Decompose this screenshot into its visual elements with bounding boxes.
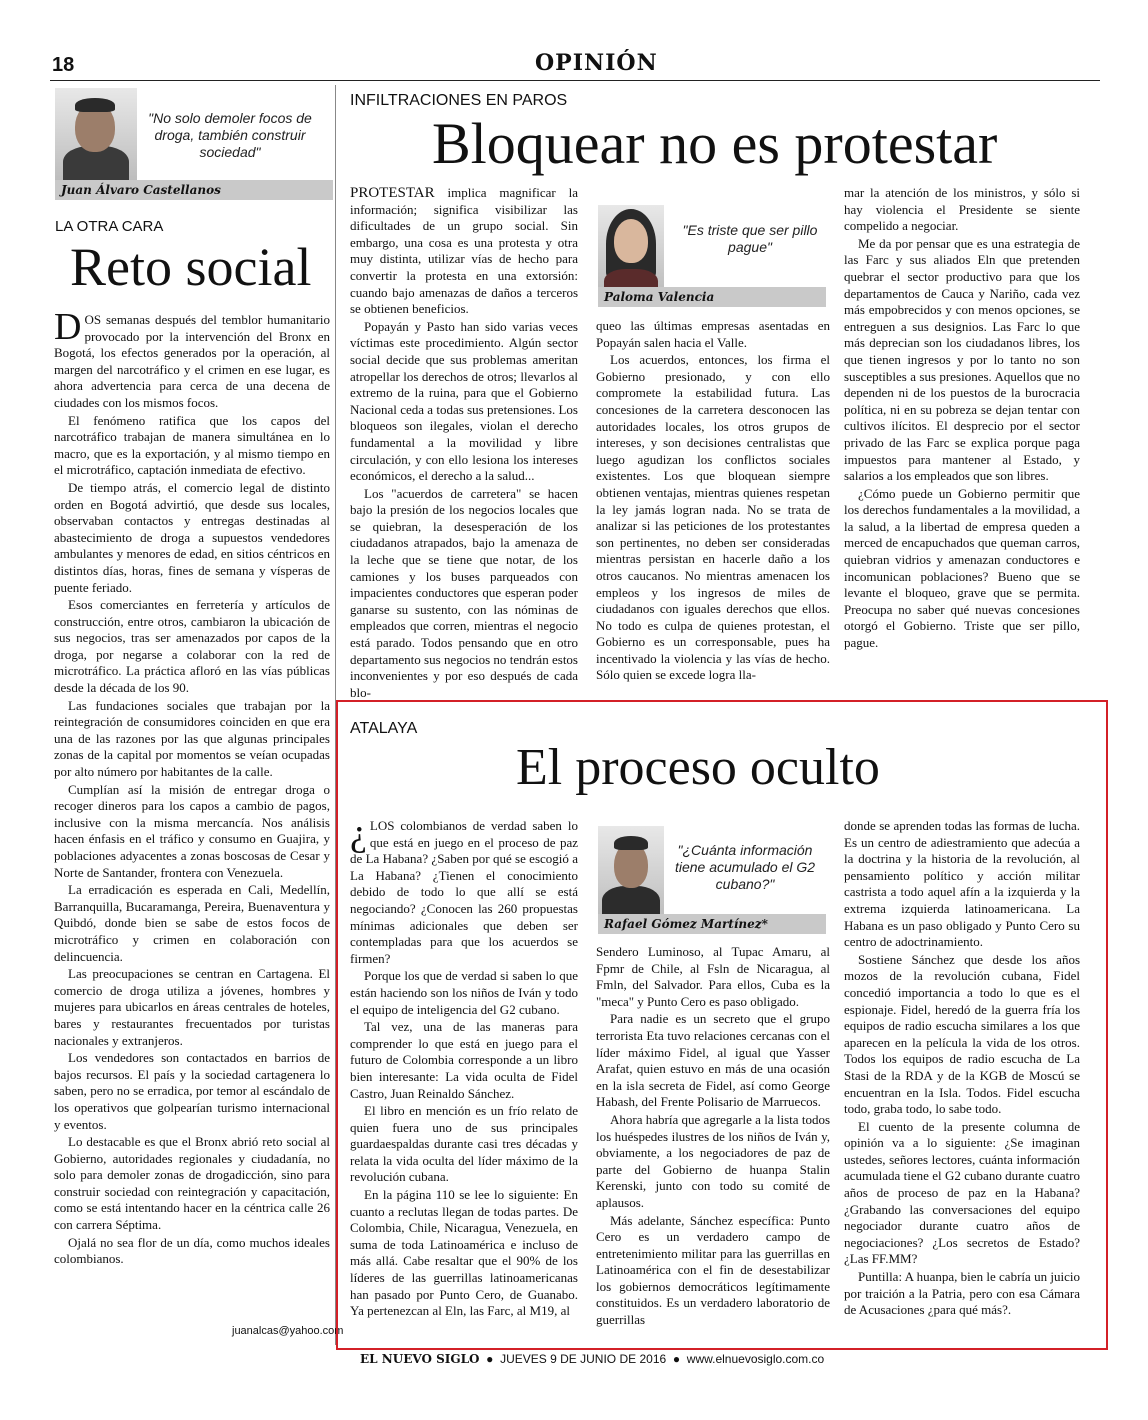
- paragraph: Popayán y Pasto han sido varias veces víctimas este procedimiento. Algún sector social decide que sus problemas ameritan atropellar los derechos de otros; llevarlos al extremo de la ruina, para que el Gobierno Nacional ceda a todas sus pretensiones. Los bloqueos son ilegales, violan el derecho fundamental a la movilidad y libre circulación, y con ello lesiona los intereses económicos, el derecho a la salud...: [350, 318, 578, 484]
- paragraph: Para nadie es un secreto que el grupo terrorista Eta tuvo relaciones cercanas con el líder máximo Fidel, al igual que Yasser Arafat, quien estuvo en más de una ocasión en la isla secreta de Fidel, así como George Habash, del Frente Polisario de Marruecos.: [596, 1011, 830, 1110]
- footer-url[interactable]: www.elnuevosiglo.com.co: [686, 1352, 825, 1366]
- paragraph: ¿Cómo puede un Gobierno permitir que los derechos fundamentales a la movilidad, a la salud, a la libertad de empresa queden a merced de encapuchados que queman carros, quiebran vidrios y amenazan conductores e incomunican poblaciones? Bueno que se levante el bloqueo, grave que se permita. Preocupa no saber qué nuevas concesiones otorgó el Gobierno. Triste que ser pillo, pague.: [844, 485, 1080, 651]
- paragraph: donde se aprenden todas las formas de lucha. Es un centro de adiestramiento que adecúa a la doctrina y la historia de la revolución, al pensamiento político y acción militar castrista a todo aquel afín a la izquierda y la extrema izquierda latinoamericana. La Habana es un paso obligado y Punto Cero su centro de adoctrinamiento.: [844, 818, 1080, 950]
- article-headline: Bloquear no es protestar: [432, 111, 998, 176]
- article-kicker: ATALAYA: [350, 720, 418, 737]
- article-body: DOS semanas después del temblor humanitario provocado por la intervención del Bronx en Bogotá, los efectos generados por la operación, al margen del narcotráfico y el crimen en ese lugar, es ahora advertencia para cerca de una decena de ciudades con los mismos focos. El fenómeno ratifica que los capos del narcotráfico trabajan de manera simultánea en lo macro, que es la exportación, y al mismo tiempo en el microtráfico, captación inmediata de efectivo. De tiempo atrás, el comercio legal de distinto orden en Bogotá advirtió, que desde sus locales, observaban contactos y entregas destinadas al abastecimiento de droga a supuestos vendedores ambulantes y menores de edad, en sitios céntricos en distintos días, horas, fines de semana y vísperas de puente feriado. Esos comerciantes en ferretería y artículos de construcción, entre otros, cambiaron la ubicación de sus negocios, tras ser amenazados por capos de la droga, por negarse a colaborar con la red de microtráfico. La práctica afloró en las vías públicas desde la década de los 90. Las fundaciones sociales que trabajan por la reintegración de consumidores coinciden en que era una de las razones por las que algunas principales zonas de la capital por momentos se veían ocupadas por alto número por habitantes de la calle. Cumplían así la misión de entregar droga o recoger dineros para los capos a cambio de pagos, inclusive con la misma mercancía. Nos análisis hacen énfasis en el tráfico y consumo en Guajira, y poblaciones adyacentes a zonas boscosas de Cesar y Norte de Santander, frontera con Venezuela. La erradicación es esperada en Cali, Medellín, Barranquilla, Bucaramanga, Pereira, Buenaventura y Quibdó, donde bien se sabe de estos focos de microtráfico y crimen en colaboración con delincuencia. Las preocupaciones se centran en Cartagena. El comercio de droga utiliza a jóvenes, hombres y mujeres para ubicarlos en áreas centrales de hoteles, bares y restaurantes frecuentados por turistas nacionales y extranjeros. Los vendedores son contactados en barrios de bajos recursos. El país y la sociedad cartagenera lo saben, pero no se erradica, por temor al escándalo de los operativos que golpearían turismo internacional y eventos. Lo destacable es que el Bronx abrió reto social al Gobierno, autoridades regionales y ciudadanía, no solo para demoler zonas de drogadicción, sino para construir sociedad con reintegración y capacitación, como se está intentando hacer en la céntrica calle 26 con carrera Séptima. Ojalá no sea flor de un día, como muchos ideales colombianos.: [54, 306, 330, 1267]
- article-column-3: [844, 185, 1080, 685]
- paragraph: Ojalá no sea flor de un día, como muchos ideales colombianos.: [54, 1234, 330, 1267]
- paragraph: Sendero Luminoso, al Tupac Amaru, al Fpmr de Chile, al Fsln de Nicaragua, al Fmln, del Salvador. Para ellos, Cuba es la "meca" y Punto Cero es paso obligado.: [596, 944, 830, 1009]
- article-column-1: PROTESTAR implica magnificar la información; significa visibilizar las dificultades de un grupo social. Sin embargo, una cosa es una protesta y otra muy distinta, utilizar vías de hecho para convertir la protesta en una extorsión: cuando bajo amenazas de daños a terceros se obtienen beneficios. Popayán y Pasto han sido varias veces víctimas este procedimiento. Algún sector social decide que sus problemas ameritan atropellar los derechos de otros; llevarlos al extremo de la ruina, para que el Gobierno Nacional ceda a todas sus pretensiones. Los bloqueos son ilegales, violan el derecho fundamental a la movilidad y libre circulación, y con ello lesiona los intereses económicos, el derecho a la salud... Los "acuerdos de carretera" se hacen bajo la presión de los negocios locales que se quiebran, la desesperación de los ciudadanos atrapados, bajo la amenaza de la leche que se tiene que notar, de los camiones y los buses parqueados con impacientes conductores que esperan poder ganarse su sustento, con las nóminas de empleados que corren, mientras el negocio está parado. Todos pensando que en otro departamento sus negocios no tendrán estos inconvenientes y por eso después de cada blo-: [350, 185, 578, 700]
- author-photo: [598, 826, 664, 918]
- paragraph: Puntilla: A huanpa, bien le cabría un juicio por traición a la Patria, pero con esa Cámara de Acusaciones ¿para qué más?.: [844, 1269, 1080, 1318]
- paragraph: Más adelante, Sánchez específica: Punto Cero es un verdadero campo de entretenimiento militar para las guerrillas en Latinoamérica con el fin de desestabilizar los gobiernos democráticos legítimamente constituidos. Es un verdadero laboratorio de guerrillas: [596, 1212, 830, 1328]
- paragraph: La erradicación es esperada en Cali, Medellín, Barranquilla, Bucaramanga, Pereira, Buenaventura y Quibdó, donde bien se sabe de estos focos de microtráfico y crimen en colaboración con delincuencia.: [54, 882, 330, 964]
- paragraph: Tal vez, una de las maneras para comprender lo que está en juego para el futuro de Colombia corresponde a un libro bien interesante: La vida oculta de Fidel Castro, Juan Reinaldo Sánchez.: [350, 1019, 578, 1101]
- dropcap: D: [54, 306, 82, 348]
- paragraph: Esos comerciantes en ferretería y artículos de construcción, entre otros, cambiaron la ubicación de sus negocios, tras ser amenazados por capos de la droga, por negarse a colaborar con la red de microtráfico. La práctica afloró en las vías públicas desde la década de los 90.: [54, 597, 330, 696]
- paragraph: Ahora habría que agregarle a la lista todos los huéspedes ilustres de los niños de Iván y, obviamente, a los negociadores de paz de parte del Gobierno de huanpa Stalin Kerenski, junto con todo su comité de aplausos.: [596, 1111, 830, 1210]
- paragraph: Los "acuerdos de carretera" se hacen bajo la presión de los negocios locales que se quiebran, la desesperación de los ciudadanos atrapados, bajo la amenaza de la leche que se tiene que notar, de los camiones y los buses parqueados con impacientes conductores que esperan poder ganarse su sustento, con las nóminas de empleados que corren, mientras el negocio está parado. Todos pensando que en otro departamento sus negocios no tendrán estos inconvenientes y por eso después de cada blo-: [350, 485, 578, 700]
- author-name: Paloma Valencia: [598, 287, 826, 307]
- author-photo: [55, 88, 137, 180]
- paragraph: Las preocupaciones se centran en Cartagena. El comercio de droga utiliza a jóvenes, hombres y mujeres para ubicarlos en áreas centrales de hoteles, bares y restaurantes frecuentados por turistas nacionales y extranjeros.: [54, 966, 330, 1048]
- author-photo: [598, 205, 664, 293]
- paragraph: Porque los que de verdad si saben lo que están haciendo son los niños de Iván y todo el equipo de inteligencia del G2 cubano.: [350, 968, 578, 1017]
- article-column-1: ¿ LOS colombianos de verdad saben lo que está en juego en el proceso de paz de La Habana? ¿Saben por qué se escogió a La Habana? ¿Tienen el conocimiento debido de todo lo que allí se está negociando? ¿Conocen las 260 propuestas mínimas adicionales que deben ser contempladas para que los acuerdos se firmen? Porque los que de verdad si saben lo que están haciendo son los niños de Iván y todo el equipo de inteligencia del G2 cubano. Tal vez, una de las maneras para comprender lo que está en juego para el futuro de Colombia corresponde a un libro bien interesante: La vida oculta de Fidel Castro, Juan Reinaldo Sánchez. El libro en mención es un frío relato de quien fuera uno de sus principales guardaespaldas durante casi tres décadas y relata la vida oculta del líder máximo de la revolución cubana. En la página 110 se lee lo siguiente: En cuanto a reclutas llegan de todas partes. De Colombia, Chile, Nicaragua, Venezuela, en suma de toda Latinoamérica e incluso de más allá. Cabe resaltar que el 90% de los líderes de las guerrillas latinoamericanas han pasado por Punto Cero, de Guanabo. Ya pertenezcan al Eln, las Farc, al M19, al: [350, 812, 578, 1319]
- lead-word: PROTESTAR: [350, 185, 435, 201]
- paragraph: Sostiene Sánchez que desde los años mozos de la revolución cubana, Fidel concedió importancia a todo lo que es el espionaje. Fidel, heredó de la guerra fría los equipos de radio escucha similares a los que aparecen en la película la vida de los otros. Todos los equipos de radio escucha de La Stasi de la RDA y de la KGB de Moscú se encuentran en la Isla. Todos. Fidel escucha todo, graba todo, lo sabe todo.: [844, 951, 1080, 1117]
- paragraph: En la página 110 se lee lo siguiente: En cuanto a reclutas llegan de todas partes. De Colombia, Chile, Nicaragua, Venezuela, en suma de toda Latinoamérica e incluso de más allá. Cabe resaltar que el 90% de los líderes de las guerrillas latinoamericanas han pasado por Punto Cero, de Guanabo. Ya pertenezcan al Eln, las Farc, al M19, al: [350, 1187, 578, 1319]
- pull-quote: "¿Cuánta información tiene acumulado el G2 cubano?": [674, 842, 816, 892]
- article-headline: Reto social: [70, 237, 312, 297]
- paragraph: El cuento de la presente columna de opinión va a lo siguiente: ¿Se imaginan ustedes, señores lectores, cuánta información acumulada tiene el G2 cubano durante cuatro años de proceso de paz en la Habana? ¿Grabando las conversaciones del equipo negociador durante cuatro años de negociaciones? ¿Los secretos de Estado? ¿Las FF.MM?: [844, 1118, 1080, 1267]
- article-headline: El proceso oculto: [516, 739, 880, 796]
- article-column-2: [596, 944, 830, 1340]
- article-column-2: [596, 318, 830, 686]
- header-rule: [50, 80, 1100, 81]
- bullet-icon: ●: [482, 1352, 497, 1366]
- paragraph: Los vendedores son contactados en barrios de bajos recursos. El país y la sociedad cartagenera lo saben, pero no se erradica, por temor al escándalo de los operativos que golpearían turismo internacional y eventos.: [54, 1050, 330, 1132]
- article-kicker: INFILTRACIONES EN PAROS: [350, 92, 568, 109]
- paragraph: El libro en mención es un frío relato de quien fuera uno de sus principales guardaespaldas durante casi tres décadas y relata la vida oculta del líder máximo de la revolución cubana.: [350, 1103, 578, 1185]
- author-email[interactable]: juanalcas@yahoo.com: [232, 1325, 344, 1337]
- pull-quote: "No solo demoler focos de droga, también construir sociedad": [148, 110, 312, 160]
- paragraph: mar la atención de los ministros, y sólo si hay violencia el Presidente se siente compelido a negociar.: [844, 185, 1080, 234]
- paragraph: Me da por pensar que es una estrategia de las Farc y sus aliados Eln que pretenden quebrar el sector productivo para que los departamentos de Cauca y Nariño, cada vez más empobrecidos y con menos opciones, se entreguen a sus designios. Las Farc lo que más deprecian son los ciudadanos libres, los que tienen ingresos y por lo tanto no son susceptibles a sus presiones. Aquellos que no dependen ni de los puestos de la burocracia política, ni en su pobreza se dejan tentar con cultivos ilícitos. El desprecio por el sector privado de las Farc se explica porque paga impuestos para mantener al Estado, y salarios a los empleados que son libres.: [844, 235, 1080, 484]
- author-name: Juan Álvaro Castellanos: [55, 180, 333, 200]
- article-column-3: [844, 818, 1080, 1340]
- dropcap: ¿: [350, 812, 367, 854]
- page-number: 18: [52, 54, 75, 76]
- section-title: OPINIÓN: [535, 50, 658, 76]
- paragraph: De tiempo atrás, el comercio legal de distinto orden en Bogotá advirtió, que desde sus locales, observaban contactos y entregas destinadas al abastecimiento de droga a supuestos vendedores ambulantes y menores de edad, en sitios céntricos en distintos días, horas, fines de semana y vísperas de puente feriado.: [54, 479, 330, 595]
- paragraph: Cumplían así la misión de entregar droga o recoger dineros para los capos a cambio de pagos, inclusive con la misma mercancía. Nos análisis hacen énfasis en el tráfico y consumo en Guajira, y poblaciones adyacentes a zonas boscosas de Cesar y Norte de Santander, frontera con Venezuela.: [54, 781, 330, 880]
- paragraph: Los acuerdos, entonces, los firma el Gobierno presionado, y con ello compromete la estabilidad futura. Las concesiones de la carretera desconocen las autoridades locales, los otros grupos de intereses, y son decisiones centralistas que luego agudizan los conflictos sociales existentes. Los que bloquean siempre obtienen ventajas, mientras quienes respetan la ley jamás logran nada. No se trata de analizar si las peticiones de los protestantes son pertinentes, no deben ser consideradas mientras persistan en hacerle daño a los otros caucanos. No mientras amenacen los empleos y los ingresos de miles de ciudadanos con iguales derechos que ellos. No todo es culpa de quienes protestan, el Gobierno es un corresponsable, pues ha incentivado la violencia y las vías de hecho. Sólo quien se excede logra lla-: [596, 352, 830, 683]
- paragraph: Las fundaciones sociales que trabajan por la reintegración de consumidores coinciden en que era una de las razones por las que algunas principales zonas de la capital por momentos se veían ocupadas por alto número por habitantes de la calle.: [54, 697, 330, 780]
- article-kicker: LA OTRA CARA: [55, 218, 164, 235]
- page-footer: [360, 1352, 824, 1366]
- paragraph: El fenómeno ratifica que los capos del narcotráfico trabajan de manera simultánea en lo macro, que es la exportación, y al mismo tiempo en el microtráfico, captación inmediata de efectivo.: [54, 412, 330, 478]
- author-name: Rafael Gómez Martínez*: [598, 914, 826, 934]
- footer-date: JUEVES 9 DE JUNIO DE 2016: [500, 1352, 667, 1366]
- bullet-icon: ●: [669, 1352, 684, 1366]
- paragraph: queo las últimas empresas asentadas en Popayán salen hacia el Valle.: [596, 318, 830, 350]
- pull-quote: "Es triste que ser pillo pague": [682, 222, 818, 255]
- newspaper-brand: EL NUEVO SIGLO: [360, 1352, 480, 1366]
- paragraph: Lo destacable es que el Bronx abrió reto social al Gobierno, autoridades regionales y ciudadanía, no solo para demoler zonas de drogadicción, sino para construir sociedad con reintegración y capacitación, como se está intentando hacer en la céntrica calle 26 con carrera Séptima.: [54, 1134, 330, 1233]
